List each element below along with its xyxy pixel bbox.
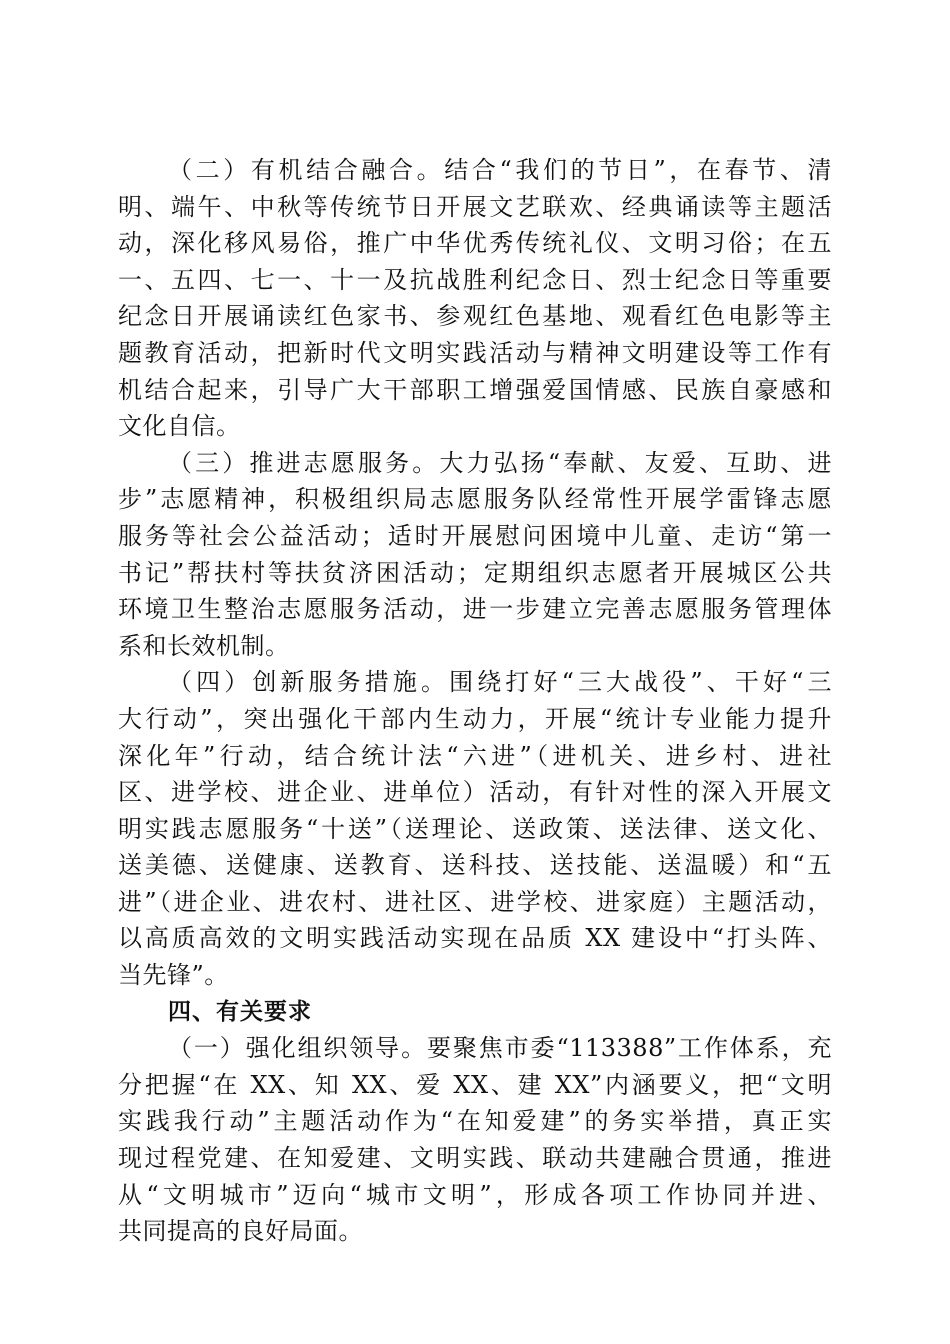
paragraph-line: （四）创新服务措施。围绕打好“三大战役”、干好“三 [168, 668, 832, 697]
paragraph-line: 区、进学校、进企业、进单位）活动，有针对性的深入开展文 [118, 778, 832, 807]
paragraph-line: 从“文明城市”迈向“城市文明”，形成各项工作协同并进、 [118, 1180, 832, 1209]
paragraph-line: 一、五四、七一、十一及抗战胜利纪念日、烈士纪念日等重要 [118, 265, 832, 294]
paragraph-line: 明实践志愿服务“十送”（送理论、送政策、送法律、送文化、 [118, 814, 832, 843]
paragraph-line: 实践我行动”主题活动作为“在知爱建”的务实举措，真正实 [118, 1107, 832, 1136]
paragraph-1-organizational-leadership [118, 1030, 832, 1250]
paragraph-line: 现过程党建、在知爱建、文明实践、联动共建融合贯通，推进 [118, 1144, 832, 1173]
paragraph-line: 步”志愿精神，积极组织局志愿服务队经常性开展学雷锋志愿 [118, 485, 832, 514]
paragraph-line: 分把握“在 XX、知 XX、爱 XX、建 XX”内涵要义，把“文明 [118, 1070, 832, 1099]
paragraph-4-service-measures [118, 664, 832, 993]
paragraph-line: 动，深化移风易俗，推广中华优秀传统礼仪、文明习俗；在五 [118, 229, 832, 258]
paragraph-line: 文化自信。 [118, 412, 241, 441]
paragraph-line: 共同提高的良好局面。 [118, 1217, 363, 1246]
paragraph-line: 服务等社会公益活动；适时开展慰问困境中儿童、走访“第一 [118, 521, 832, 550]
paragraph-line: 纪念日开展诵读红色家书、参观红色基地、观看红色电影等主 [118, 302, 832, 331]
paragraph-line: 系和长效机制。 [118, 631, 290, 660]
paragraph-line: 当先锋”。 [118, 961, 229, 990]
section-heading: 四、有关要求 [168, 998, 312, 1025]
paragraph-line: 书记”帮扶村等扶贫济困活动；定期组织志愿者开展城区公共 [118, 558, 832, 587]
paragraph-line: （二）有机结合融合。结合“我们的节日”，在春节、清 [168, 156, 832, 184]
paragraph-line: （三）推进志愿服务。大力弘扬“奉献、友爱、互助、进 [168, 448, 832, 477]
document-body [118, 152, 832, 1250]
paragraph-line: （一）强化组织领导。要聚焦市委“113388”工作体系，充 [168, 1034, 832, 1063]
paragraph-line: 深化年”行动，结合统计法“六进”（进机关、进乡村、进社 [118, 741, 832, 770]
paragraph-line: 明、端午、中秋等传统节日开展文艺联欢、经典诵读等主题活 [118, 192, 832, 221]
paragraph-line: 送美德、送健康、送教育、送科技、送技能、送温暖）和“五 [118, 851, 832, 880]
paragraph-line: 大行动”，突出强化干部内生动力，开展“统计专业能力提升 [118, 704, 832, 733]
paragraph-line: 机结合起来，引导广大干部职工增强爱国情感、民族自豪感和 [118, 375, 832, 404]
paragraph-line: 进”（进企业、进农村、进社区、进学校、进家庭）主题活动， [118, 887, 832, 916]
paragraph-3-volunteer-service [118, 445, 832, 665]
paragraph-line: 以高质高效的文明实践活动实现在品质 XX 建设中“打头阵、 [118, 924, 832, 953]
paragraph-line: 环境卫生整治志愿服务活动，进一步建立完善志愿服务管理体 [118, 595, 832, 624]
paragraph-line: 题教育活动，把新时代文明实践活动与精神文明建设等工作有 [118, 338, 832, 367]
paragraph-2-organic-integration [118, 152, 832, 445]
